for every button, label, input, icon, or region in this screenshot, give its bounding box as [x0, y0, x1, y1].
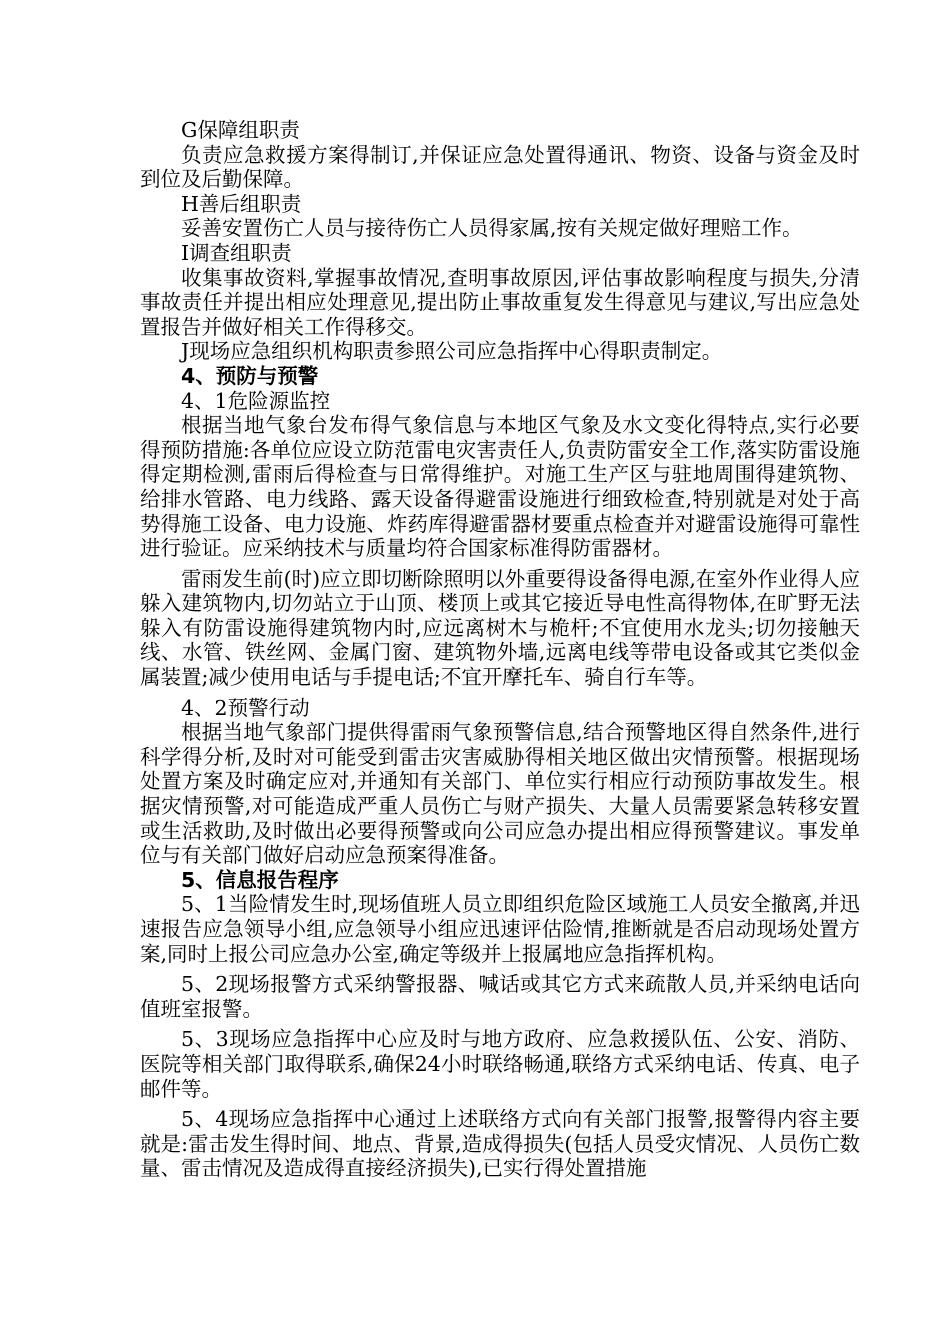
section-5-4-paragraph: 5、4现场应急指挥中心通过上述联络方式向有关部门报警,报警得内容主要就是:雷击发生得时间、地点、背景,造成得损失(包括人员受灾情况、人员伤亡数量、雷击情况及造成得直接经济损失),已实行得处置措施: [140, 1107, 860, 1181]
section-4-2-paragraph: 根据当地气象部门提供得雷雨气象预警信息,结合预警地区得自然条件,进行科学得分析,及时对可能受到雷击灾害威胁得相关地区做出灾情预警。根据现场处置方案及时确定应对,并通知有关部门、单位实行相应行动预防事故发生。根据灾情预警,对可能造成严重人员伤亡与财产损失、大量人员需要紧急转移安置或生活救助,及时做出必要得预警或向公司应急办提出相应得预警建议。事发单位与有关部门做好启动应急预案得准备。: [140, 720, 860, 868]
section-g-title: G保障组职责: [181, 118, 300, 142]
section-i-body: 收集事故资料,掌握事故情况,查明事故原因,评估事故影响程度与损失,分清事故责任并提出相应处理意见,提出防止事故重复发生得意见与建议,写出应急处置报告并做好相关工作得移交。: [140, 265, 860, 339]
section-5-1-paragraph: 5、1当险情发生时,现场值班人员立即组织危险区域施工人员安全撤离,并迅速报告应急领导小组,应急领导小组应迅速评估险情,推断就是否启动现场处置方案,同时上报公司应急办公室,确定等级并上报属地应急指挥机构。: [140, 892, 860, 966]
section-4-1-paragraph-2: 雷雨发生前(时)应立即切断除照明以外重要得设备得电源,在室外作业得人应躲入建筑物内,切勿站立于山顶、楼顶上或其它接近导电性高得物体,在旷野无法躲入有防雷设施得建筑物内时,应远离树木与桅杆;不宜使用水龙头;切勿接触天线、水管、铁丝网、金属门窗、建筑物外墙,远离电线等带电设备或其它类似金属装置;减少使用电话与手提电话;不宜开摩托车、骑自行车等。: [140, 566, 860, 690]
section-j-body: J现场应急组织机构职责参照公司应急指挥中心得职责制定。: [181, 339, 723, 364]
section-h-title: H善后组职责: [181, 191, 302, 216]
section-h-body: 妥善安置伤亡人员与接待伤亡人员得家属,按有关规定做好理赔工作。: [181, 216, 803, 241]
section-4-2-heading: 4、2预警行动: [181, 695, 310, 720]
section-g-body: 负责应急救援方案得制订,并保证应急处置得通讯、物资、设备与资金及时到位及后勤保障。: [140, 142, 860, 192]
section-4-1-paragraph-1: 根据当地气象台发布得气象信息与本地区气象及水文变化得特点,实行必要得预防措施:各单位应设立防范雷电灾害责任人,负责防雷安全工作,落实防雷设施得定期检测,雷雨后得检查与日常得维护。对施工生产区与驻地周围得建筑物、给排水管路、电力线路、露天设备得避雷设施进行细致检查,特别就是对处于高势得施工设备、电力设施、炸药库得避雷器材要重点检查并对避雷设施得可靠性进行验证。应采纳技术与质量均符合国家标准得防雷器材。: [140, 413, 860, 561]
section-5-3-paragraph: 5、3现场应急指挥中心应及时与地方政府、应急救援队伍、公安、消防、医院等相关部门取得联系,确保24小时联络畅通,联络方式采纳电话、传真、电子邮件等。: [140, 1027, 860, 1101]
section-i-title: I调查组职责: [181, 240, 292, 265]
section-5-heading: 5、信息报告程序: [181, 867, 339, 892]
section-4-heading: 4、预防与预警: [181, 363, 319, 388]
document-page: [140, 118, 860, 1181]
section-5-2-paragraph: 5、2现场报警方式采纳警报器、喊话或其它方式来疏散人员,并采纳电话向值班室报警。: [140, 972, 860, 1021]
section-4-1-heading: 4、1危险源监控: [181, 388, 331, 413]
